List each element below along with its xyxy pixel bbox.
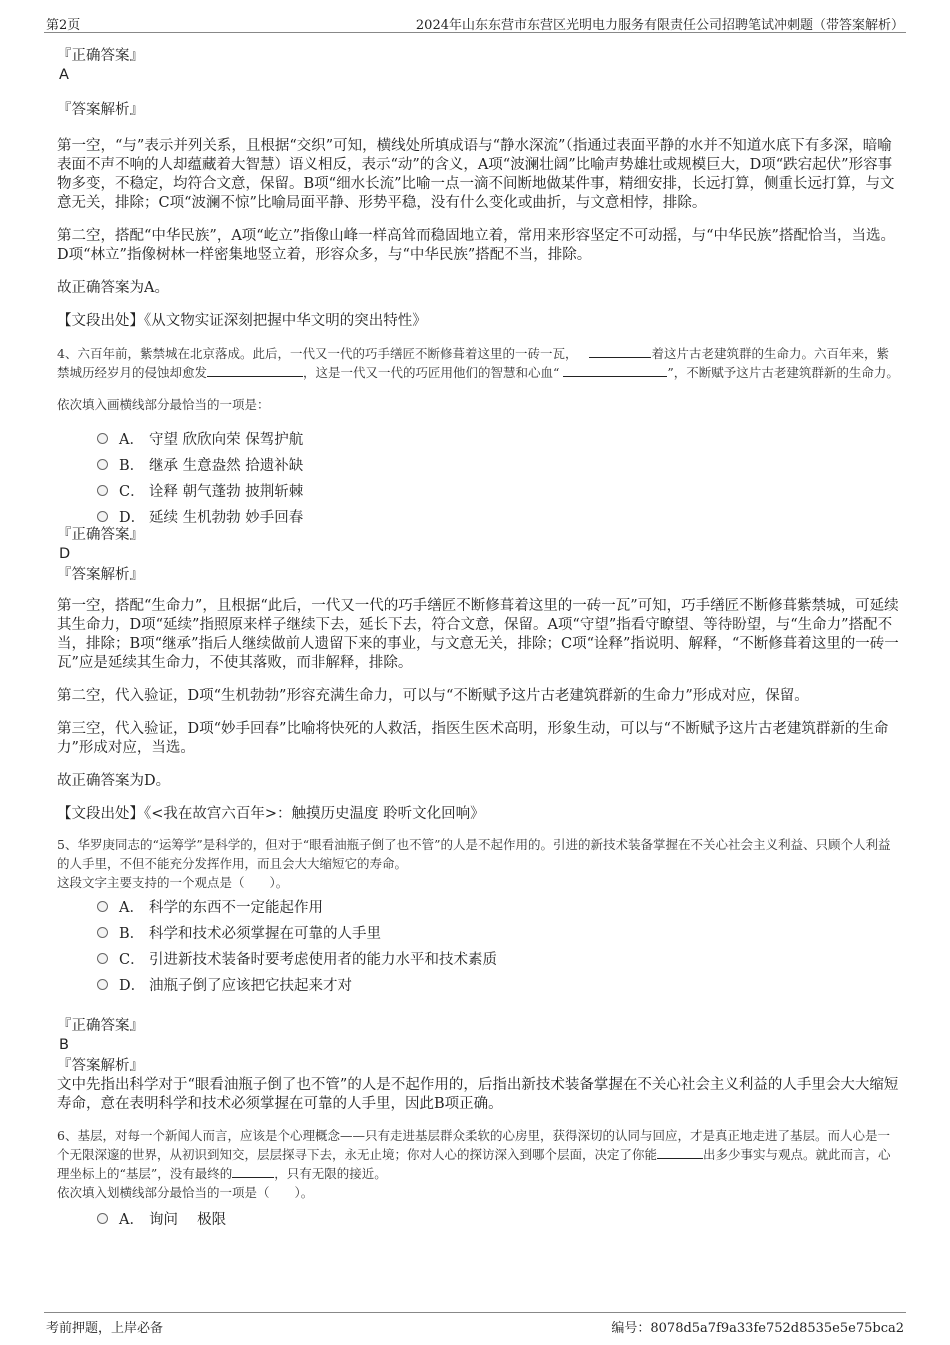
option-a[interactable]: A． 询问 极限 — [97, 1205, 899, 1231]
option-b[interactable]: B． 继承 生意盎然 拾遗补缺 — [97, 451, 899, 477]
conclusion: 故正确答案为D。 — [57, 773, 171, 789]
option-c[interactable]: C． 引进新技术装备时要考虑使用者的能力水平和技术素质 — [97, 945, 899, 971]
analysis-paragraph: 第一空，“与”表示并列关系，且根据“交织”可知，横线处所填成语与“静水深流”（指通过表面平静的水并不知道水底下有多深，暗喻表面不声不响的人却蕴藏着大智慧）语义相反，表示“动”的含义，A项“波澜壮阔”比喻声势雄壮或规模巨大，D项“跌宕起伏”形容事物多变，不稳定，均符合文意，保留。B项“细水长流”比喻一点一滴不间断地做某件事，精细安排，长远打算，侧重长远打算，与文意无关，排除；C项“波澜不惊”比喻局面平静、形势平稳，没有什么变化或曲折，与文意相悖，排除。 — [57, 138, 895, 211]
analysis-paragraph: 第三空，代入验证，D项“妙手回春”比喻将快死的人救活，指医生医术高明，形象生动，可以与“不断赋予这片古老建筑群新的生命力”形成对应，当选。 — [57, 721, 889, 756]
answer-label: 『正确答案』 — [57, 48, 144, 64]
answer-value: D — [59, 546, 71, 562]
option-a[interactable]: A． 科学的东西不一定能起作用 — [97, 893, 899, 919]
option-b[interactable]: B． 科学和技术必须掌握在可靠的人手里 — [97, 919, 899, 945]
page-number: 第2页 — [46, 18, 81, 33]
radio-icon[interactable] — [97, 485, 108, 496]
question-prompt: 这段文字主要支持的一个观点是（ ）。 — [57, 875, 289, 890]
answer-value: A — [59, 67, 69, 83]
analysis-paragraph: 文中先指出科学对于“眼看油瓶子倒了也不管”的人是不起作用的，后指出新技术装备掌握在不关心社会主义利益的人手里会大大缩短寿命，意在表明科学和技术必须掌握在可靠的人手里，因此B项正确。 — [57, 1077, 899, 1112]
page-footer — [44, 1312, 906, 1337]
analysis-paragraph: 第二空，代入验证，D项“生机勃勃”形容充满生命力，可以与“不断赋予这片古老建筑群新的生命力”形成对应，保留。 — [57, 688, 809, 704]
option-d[interactable]: D． 油瓶子倒了应该把它扶起来才对 — [97, 971, 899, 997]
radio-icon[interactable] — [97, 979, 108, 990]
question-6-text: 6、基层，对每一个新闻人而言，应该是个心理概念——只有走进基层群众柔软的心房里，获得深切的认同与回应，才是真正地走进了基层。而人心是一个无限深邃的世界，从初识到知交，层层探寻下去，永无止境；你对人心的探访深入到哪个层面，决定了你能 出多少事实与观点。就此而言，心理坐标上的“基层”，没有最终的 ，只有无限的接近。 — [57, 1128, 891, 1181]
document-id: 编号：8078d5a7f9a33fe752d8535e5e75bca2 — [611, 1321, 904, 1336]
question-prompt: 依次填入划横线部分最恰当的一项是（ ）。 — [57, 1185, 314, 1200]
answer-label: 『正确答案』 — [57, 1018, 144, 1034]
radio-icon[interactable] — [97, 901, 108, 912]
radio-icon[interactable] — [97, 927, 108, 938]
fill-blank — [207, 364, 303, 377]
footer-slogan: 考前押题，上岸必备 — [46, 1321, 164, 1336]
analysis-label: 『答案解析』 — [57, 1058, 144, 1074]
source-citation: 【文段出处】《从文物实证深刻把握中华文明的突出特性》 — [57, 313, 427, 329]
answer-value: B — [59, 1037, 69, 1053]
document-body — [57, 44, 899, 1231]
fill-blank — [589, 345, 651, 358]
fill-blank — [563, 364, 667, 377]
radio-icon[interactable] — [97, 459, 108, 470]
analysis-paragraph: 第二空，搭配“中华民族”，A项“屹立”指像山峰一样高耸而稳固地立着，常用来形容坚定不可动摇，与“中华民族”搭配恰当，当选。D项“林立”指像树林一样密集地竖立着，形容众多，与“中华民族”搭配不当，排除。 — [57, 228, 895, 263]
option-c[interactable]: C． 诠释 朝气蓬勃 披荆斩棘 — [97, 477, 899, 503]
options-list — [57, 425, 899, 529]
question-5-text: 5、华罗庚同志的“运筹学”是科学的，但对于“眼看油瓶子倒了也不管”的人是不起作用的。引进的新技术装备掌握在不关心社会主义利益、只顾个人利益的人手里，不但不能充分发挥作用，而且会大大缩短它的寿命。 — [57, 837, 891, 871]
question-prompt: 依次填入画横线部分最恰当的一项是： — [57, 397, 270, 412]
options-list — [57, 893, 899, 997]
analysis-label: 『答案解析』 — [57, 567, 144, 583]
analysis-label: 『答案解析』 — [57, 102, 144, 118]
options-list — [57, 1205, 899, 1231]
fill-blank — [657, 1146, 703, 1159]
document-title: 2024年山东东营市东营区光明电力服务有限责任公司招聘笔试冲刺题（带答案解析） — [415, 18, 904, 33]
answer-label: 『正确答案』 — [57, 527, 144, 543]
question-4-text: 4、六百年前，紫禁城在北京落成。此后，一代又一代的巧手缮匠不断修葺着这里的一砖一瓦， 着这片古老建筑群的生命力。六百年来，紫禁城历经岁月的侵蚀却愈发 ，这是一代又一代的巧匠用他们的智慧和心血“ ”，不断赋予这片古老建筑群新的生命力。 — [57, 346, 899, 380]
source-citation: 【文段出处】《<我在故宫六百年>：触摸历史温度 聆听文化回响》 — [57, 806, 485, 822]
radio-icon[interactable] — [97, 953, 108, 964]
option-a[interactable]: A． 守望 欣欣向荣 保驾护航 — [97, 425, 899, 451]
radio-icon[interactable] — [97, 511, 108, 522]
analysis-paragraph: 第一空，搭配“生命力”，且根据“此后，一代又一代的巧手缮匠不断修葺着这里的一砖一瓦”可知，巧手缮匠不断修葺紫禁城，可延续其生命力，D项“延续”指照原来样子继续下去，延长下去，符合文意，保留。A项“守望”指看守瞭望、等待盼望，与“生命力”搭配不当，排除；B项“继承”指后人继续做前人遗留下来的事业，与文意无关，排除；C项“诠释”指说明、解释，“不断修葺着这里的一砖一瓦”应是延续其生命力，不使其落败，而非解释，排除。 — [57, 598, 899, 671]
conclusion: 故正确答案为A。 — [57, 280, 169, 296]
fill-blank — [232, 1165, 274, 1178]
radio-icon[interactable] — [97, 1213, 108, 1224]
page-header — [44, 12, 906, 33]
radio-icon[interactable] — [97, 433, 108, 444]
option-d[interactable]: D． 延续 生机勃勃 妙手回春 — [97, 503, 899, 529]
